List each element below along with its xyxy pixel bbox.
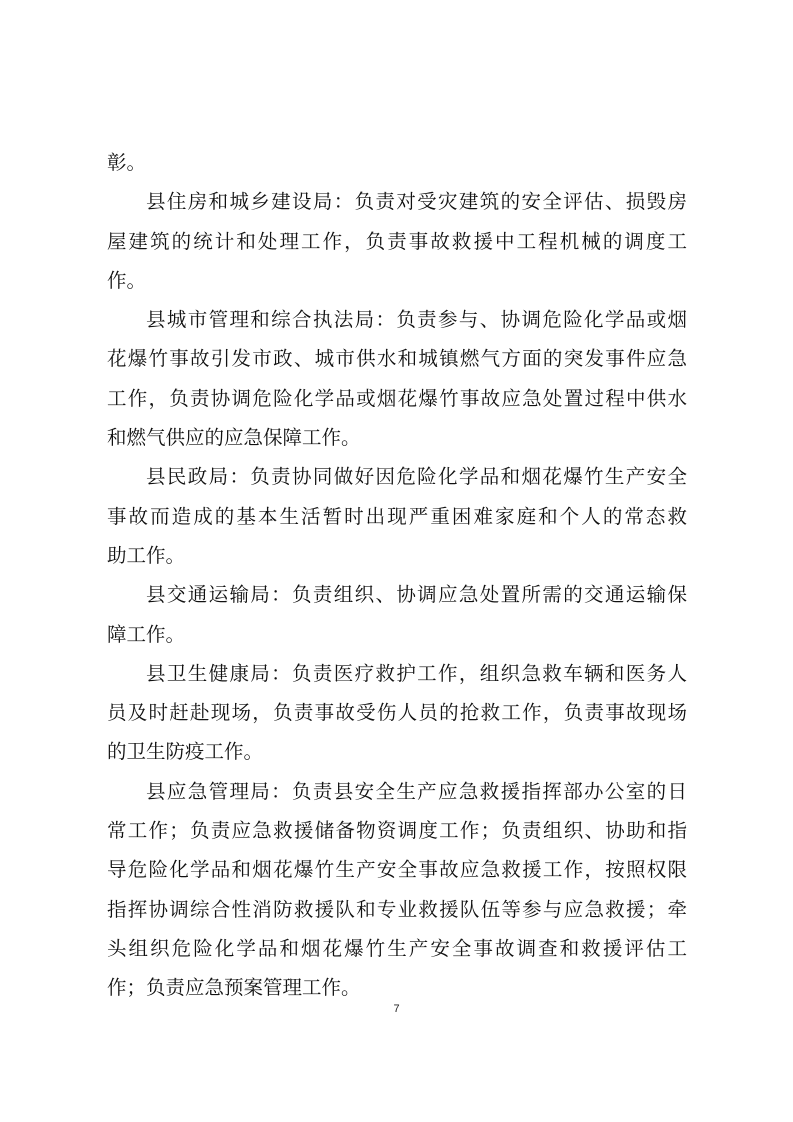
text-line: 花爆竹事故引发市政、城市供水和城镇燃气方面的突发事件应急 xyxy=(107,347,687,371)
text-line: 常工作；负责应急救援储备物资调度工作；负责组织、协助和指 xyxy=(107,819,687,843)
text-line: 头组织危险化学品和烟花爆竹生产安全事故调查和救援评估工 xyxy=(107,936,687,960)
paragraph xyxy=(107,143,687,182)
text-line: 和燃气供应的应急保障工作。 xyxy=(107,426,361,450)
text-line: 彰。 xyxy=(107,151,147,174)
paragraph xyxy=(107,300,687,457)
text-line: 障工作。 xyxy=(107,622,186,646)
page-number: 7 xyxy=(393,1003,400,1015)
text-line: 屋建筑的统计和处理工作，负责事故救援中工程机械的调度工 xyxy=(107,229,687,253)
text-line: 助工作。 xyxy=(107,543,186,567)
text-line: 县住房和城乡建设局：负责对受灾建筑的安全评估、损毁房 xyxy=(146,190,687,214)
paragraph xyxy=(107,457,687,575)
document-body xyxy=(107,143,687,1008)
text-line: 县交通运输局：负责组织、协调应急处置所需的交通运输保 xyxy=(146,583,687,607)
text-line: 县民政局：负责协同做好因危险化学品和烟花爆竹生产安全 xyxy=(146,465,687,489)
paragraph xyxy=(107,182,687,300)
text-line: 工作，负责协调危险化学品或烟花爆竹事故应急处置过程中供水 xyxy=(107,386,687,410)
text-line: 县应急管理局：负责县安全生产应急救援指挥部办公室的日 xyxy=(146,779,687,803)
text-line: 县城市管理和综合执法局：负责参与、协调危险化学品或烟 xyxy=(146,308,687,332)
text-line: 指挥协调综合性消防救援队和专业救援队伍等参与应急救援；牵 xyxy=(107,897,687,921)
text-line: 导危险化学品和烟花爆竹生产安全事故应急救援工作，按照权限 xyxy=(107,858,687,882)
text-line: 员及时赶赴现场，负责事故受伤人员的抢救工作，负责事故现场 xyxy=(107,701,687,725)
text-line: 的卫生防疫工作。 xyxy=(107,740,264,764)
paragraph xyxy=(107,654,687,772)
text-line: 县卫生健康局：负责医疗救护工作，组织急救车辆和医务人 xyxy=(146,661,687,685)
text-line: 事故而造成的基本生活暂时出现严重困难家庭和个人的常态救 xyxy=(107,504,687,528)
paragraph xyxy=(107,575,687,654)
text-line: 作。 xyxy=(107,268,147,292)
text-line: 作；负责应急预案管理工作。 xyxy=(107,976,361,1000)
paragraph xyxy=(107,772,687,1008)
